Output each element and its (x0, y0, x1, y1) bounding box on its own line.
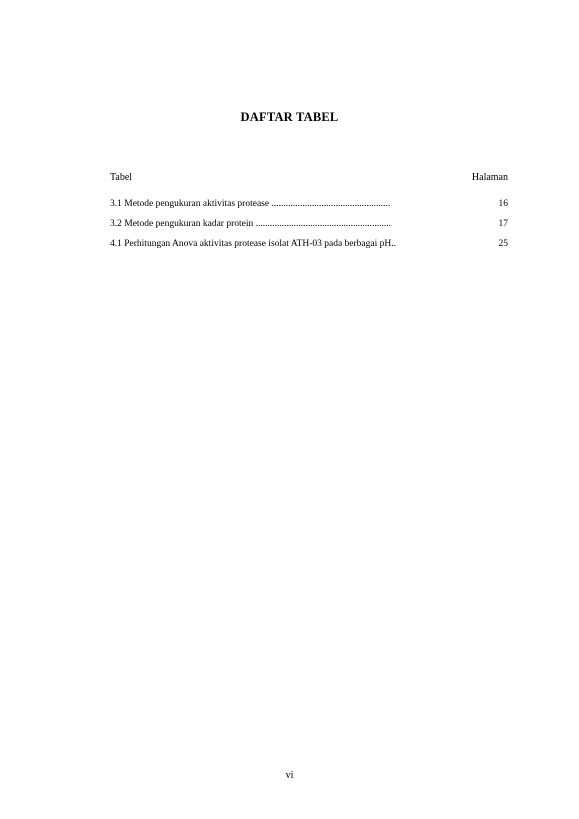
table-list-header (110, 172, 508, 183)
list-item (110, 219, 508, 239)
entry-label: 3.1 Metode pengukuran aktivitas protease .................................................. (110, 199, 391, 209)
list-item (110, 199, 508, 219)
table-of-tables (110, 199, 508, 259)
page-title: DAFTAR TABEL (240, 110, 339, 124)
column-header-tabel: Tabel (110, 172, 133, 183)
column-header-halaman: Halaman (471, 172, 508, 183)
entry-page-number: 17 (498, 219, 508, 229)
entry-page-number: 25 (498, 239, 508, 249)
page-number: vi (285, 770, 294, 781)
entry-label: 4.1 Perhitungan Anova aktivitas protease isolat ATH-03 pada berbagai pH.. (110, 239, 396, 249)
entry-label: 3.2 Metode pengukuran kadar protein ......................................................... (110, 219, 391, 229)
list-item (110, 239, 508, 259)
entry-page-number: 16 (498, 199, 508, 209)
